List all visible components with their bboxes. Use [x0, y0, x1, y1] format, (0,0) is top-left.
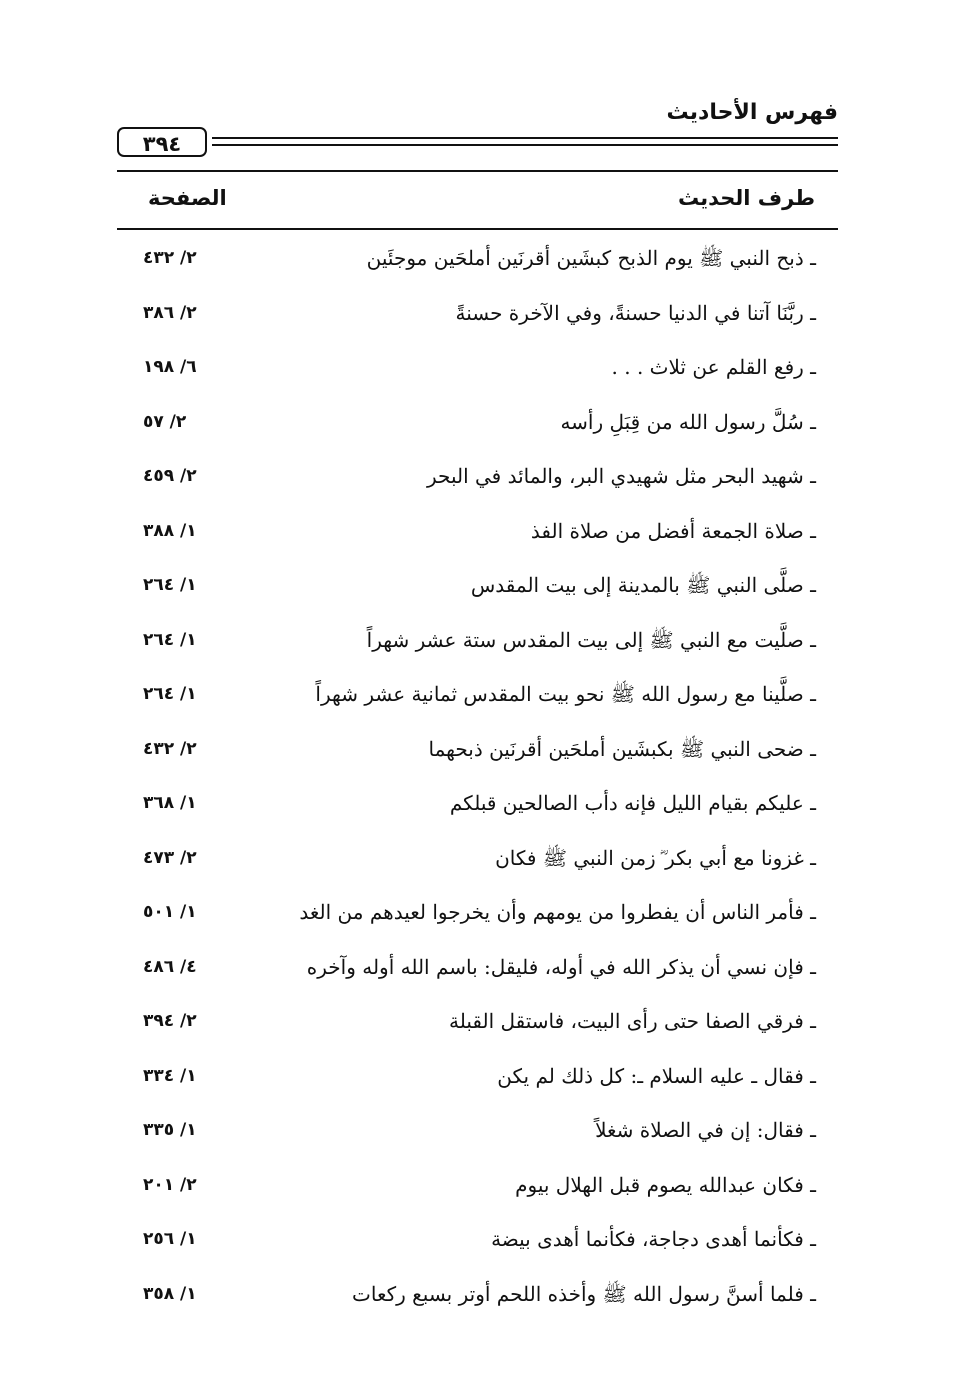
- index-row: [117, 674, 838, 729]
- page-reference: ٢/ ٣٩٤: [143, 1011, 197, 1031]
- column-header-hadith: طرف الحديث: [677, 186, 815, 210]
- page-reference: ٢/ ٣٨٦: [143, 302, 197, 323]
- page-reference: ٢/ ٥٧: [143, 411, 187, 432]
- hadith-text: ـ فقال: إن في الصلاة شغلاً: [595, 1118, 816, 1142]
- page-reference: ١/ ٢٦٤: [143, 684, 197, 704]
- hadith-text: ـ فلما أسنَّ رسول الله ﷺ وأخذه اللحم أوتر بسبع ركعات: [352, 1281, 816, 1306]
- index-row: [117, 511, 838, 566]
- page-number-box: ٣٩٤: [117, 127, 207, 157]
- page-reference: ١/ ٥٠١: [143, 902, 197, 922]
- hadith-text: ـ فقال ـ عليه السلام ـ: كل ذلك لم يكن: [497, 1063, 816, 1088]
- index-row: [117, 1219, 838, 1274]
- page-reference: ١/ ٣٥٨: [143, 1283, 197, 1304]
- index-row: [117, 1056, 838, 1111]
- index-row: [117, 892, 838, 947]
- header-rule: [212, 137, 838, 139]
- index-row: [117, 947, 838, 1002]
- table-top-rule: [117, 170, 838, 172]
- page-reference: ١/ ٣٨٨: [143, 520, 197, 541]
- hadith-text: ـ فأمر الناس أن يفطروا من يومهم وأن يخرجوا لعيدهم من الغد: [299, 900, 816, 924]
- hadith-text: ـ صلَّينا مع رسول الله ﷺ نحو بيت المقدس ثمانية عشر شهراً: [315, 682, 816, 706]
- hadith-text: ـ ربَّنَا آتنا في الدنيا حسنةً، وفي الآخرة حسنةً: [455, 300, 816, 325]
- index-row: [117, 238, 838, 293]
- hadith-text: ـ صلاة الجمعة أفضل من صلاة الفذ: [530, 518, 816, 543]
- index-row: [117, 347, 838, 402]
- index-row: [117, 1274, 838, 1329]
- hadith-text: ـ ذبح النبي ﷺ يوم الذبح كبشَين أقرنَين أملحَين موجئَين: [366, 246, 816, 270]
- hadith-text: ـ فكأنما أهدى دجاجة، فكأنما أهدى بيضة: [491, 1227, 816, 1251]
- index-row: [117, 1001, 838, 1056]
- hadith-text: ـ فرقي الصفا حتى رأى البيت، فاستقل القبلة: [448, 1009, 816, 1033]
- running-title: فهرس الأحاديث: [666, 100, 838, 125]
- page-reference: ١/ ٢٦٤: [143, 575, 197, 595]
- index-row: [117, 402, 838, 457]
- page-reference: ٢/ ٤٥٩: [143, 466, 197, 486]
- index-row: [117, 565, 838, 620]
- page-reference: ١/ ٣٦٨: [143, 793, 197, 813]
- hadith-text: ـ صلَّيت مع النبي ﷺ إلى بيت المقدس ستة عشر شهراً: [366, 627, 816, 652]
- page-reference: ١/ ٢٥٦: [143, 1229, 197, 1249]
- column-header-rule: [117, 228, 838, 230]
- hadith-index-list: [117, 238, 838, 1328]
- hadith-text: ـ غزونا مع أبي بكر ؓ زمن النبي ﷺ فكان: [495, 845, 816, 870]
- page-reference: ٢/ ٤٣٢: [143, 248, 197, 268]
- page-reference: ٦/ ١٩٨: [143, 357, 197, 377]
- page-reference: ٢/ ٢٠١: [143, 1174, 197, 1195]
- hadith-text: ـ ضحى النبي ﷺ بكبشَين أملحَين أقرنَين ذبحهما: [428, 736, 816, 761]
- hadith-text: ـ عليكم بقيام الليل فإنه دأب الصالحين قبلكم: [449, 791, 816, 815]
- hadith-text: ـ شهيد البحر مثل شهيدي البر، والمائد في البحر: [427, 464, 816, 488]
- page-reference: ١/ ٣٣٤: [143, 1065, 197, 1086]
- index-row: [117, 838, 838, 893]
- index-row: [117, 783, 838, 838]
- page-reference: ٢/ ٤٧٣: [143, 847, 197, 868]
- index-row: [117, 729, 838, 784]
- hadith-text: ـ فإن نسي أن يذكر الله في أوله، فليقل: باسم الله أوله وآخره: [306, 954, 816, 979]
- hadith-text: ـ سُلَّ رسول الله من قِبَلِ رأسه: [560, 409, 816, 434]
- hadith-text: ـ فكان عبدالله يصوم قبل الهلال بيوم: [515, 1172, 816, 1197]
- index-row: [117, 1165, 838, 1220]
- hadith-text: ـ صلَّى النبي ﷺ بالمدينة إلى بيت المقدس: [470, 573, 816, 597]
- page-reference: ١/ ٢٦٤: [143, 629, 197, 650]
- column-header-page: الصفحة: [148, 186, 227, 210]
- index-row: [117, 620, 838, 675]
- hadith-text: ـ رفع القلم عن ثلاث . . .: [611, 355, 816, 379]
- index-row: [117, 293, 838, 348]
- page-reference: ٢/ ٤٣٢: [143, 738, 197, 759]
- header-rule: [212, 144, 838, 146]
- index-row: [117, 456, 838, 511]
- index-row: [117, 1110, 838, 1165]
- page-reference: ٤/ ٤٨٦: [143, 956, 197, 977]
- page-reference: ١/ ٣٣٥: [143, 1120, 197, 1140]
